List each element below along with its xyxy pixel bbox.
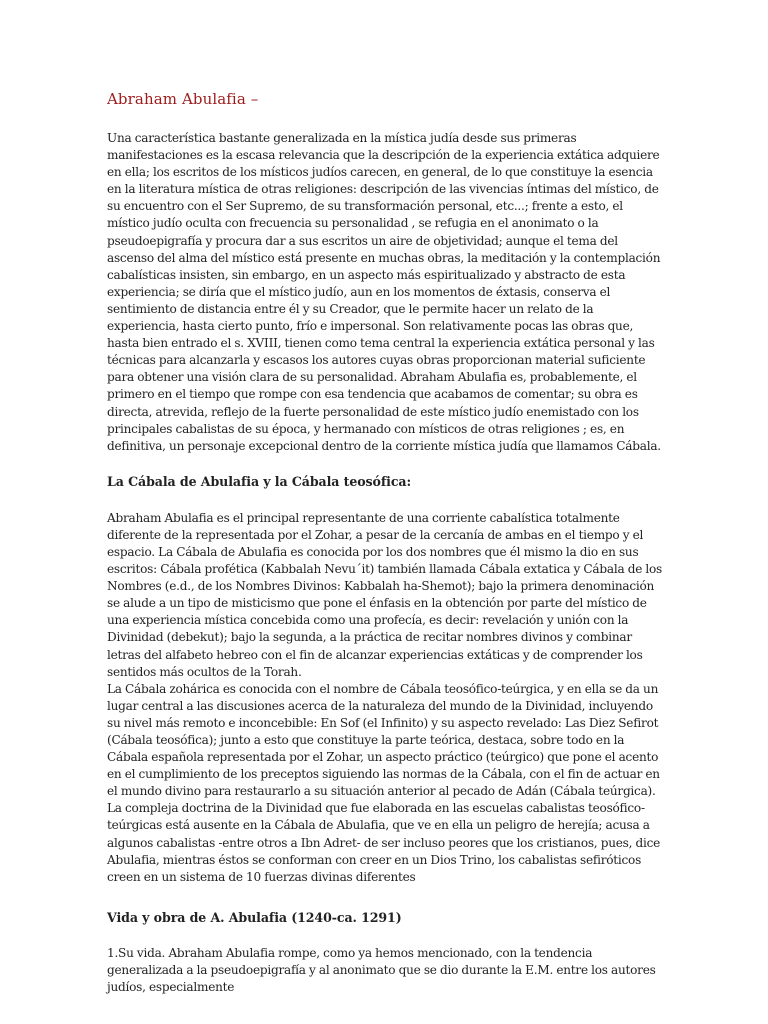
section1-paragraph-1: Abraham Abulafia es el principal representante de una corriente cabalística totalmente diferente de la representada por el Zohar, a pesar de la cercanía de ambas en el tiempo y el espacio. La Cábala de Abulafia es conocida por los dos nombres que él mismo la dio en sus escritos: Cábala profética (Kabbalah Nevu´it) también llamada Cábala extatica y Cábala de los Nombres (e.d., de los Nombres Divinos: Kabbalah ha-Shemot); bajo la primera denominación se alude a un tipo de misticismo que pone el énfasis en la obtención por parte del místico de una experiencia mística concebida como una profecía, es decir: revelación y unión con la Divinidad (debekut); bajo la segunda, a la práctica de recitar nombres divinos y combinar letras del alfabeto hebreo con el fin de alcanzar experiencias extáticas y de comprender los sentidos más ocultos de la Torah.	[107, 510, 663, 679]
section-heading-vida: Vida y obra de A. Abulafia (1240-ca. 1291)	[107, 909, 402, 925]
spacer	[107, 455, 663, 473]
spacer	[107, 490, 663, 510]
page-title: Abraham Abulafia –	[107, 90, 259, 108]
section1-paragraph-3: La compleja doctrina de la Divinidad que fue elaborada en las escuelas cabalistas teosófico-teúrgicas está ausente en la Cábala de Abulafia, que ve en ella un peligro de herejía; acusa a algunos cabalistas -entre otros a Ibn Adret- de ser incluso peores que los cristianos, pues, dice Abulafia, mientras éstos se conforman con creer en un Dios Trino, los cabalistas sefiróticos creen en un sistema de 10 fuerzas divinas diferentes	[107, 801, 661, 884]
section2-paragraph-1: 1.Su vida. Abraham Abulafia rompe, como ya hemos mencionado, con la tendencia generalizada a la pseudoepigrafía y al anonimato que se dio durante la E.M. entre los autores judíos, especialmente	[107, 945, 656, 995]
intro-paragraph: Una característica bastante generalizada en la mística judía desde sus primeras manifestaciones es la escasa relevancia que la descripción de la experiencia extática adquiere en ella; los escritos de los místicos judíos carecen, en general, de lo que constituye la esencia en la literatura mística de otras religiones: descripción de las vivencias íntimas del místico, de su encuentro con el Ser Supremo, de su transformación personal, etc...; frente a esto, el místico judío oculta con frecuencia su personalidad , se refugia en el anonimato o la pseudoepigrafía y procura dar a sus escritos un aire de objetividad; aunque el tema del ascenso del alma del místico está presente en muchas obras, la meditación y la contemplación cabalísticas insisten, sin embargo, en un aspecto más espiritualizado y abstracto de esta experiencia; se diría que el místico judío, aun en los momentos de éxtasis, conserva el sentimiento de distancia entre él y su Creador, que le permite hacer un relato de la experiencia, hasta cierto punto, frío e impersonal. Son relativamente pocas las obras que, hasta bien entrado el s. XVIII, tienen como tema central la experiencia extática personal y las técnicas para alcanzarla y escasos los autores cuyas obras proporcionan material suficiente para obtener una visión clara de su personalidad. Abraham Abulafia es, probablemente, el primero en el tiempo que rompe con esa tendencia que acabamos de comentar; su obra es directa, atrevida, reflejo de la fuerte personalidad de este místico judío enemistado con los principales cabalistas de su época, y hermanado con místicos de otras religiones ; es, en definitiva, un personaje excepcional dentro de la corriente mística judía que llamamos Cábala.	[107, 131, 661, 453]
document-page	[107, 90, 663, 996]
section-heading-cabala: La Cábala de Abulafia y la Cábala teosófica:	[107, 473, 412, 489]
section1-paragraph-2: La Cábala zohárica es conocida con el nombre de Cábala teosófico-teúrgica, y en ella se da un lugar central a las discusiones acerca de la naturaleza del mundo de la Divinidad, incluyendo su nivel más remoto e inconcebible: En Sof (el Infinito) y su aspecto revelado: Las Diez Sefirot (Cábala teosófica); junto a esto que constituye la parte teórica, destaca, sobre todo en la Cábala española representada por el Zohar, un aspecto práctico (teúrgico) que pone el acento en el cumplimiento de los preceptos siguiendo las normas de la Cábala, con el fin de actuar en el mundo divino para restaurarlo a su situación anterior al pecado de Adán (Cábala teúrgica).	[107, 681, 660, 799]
